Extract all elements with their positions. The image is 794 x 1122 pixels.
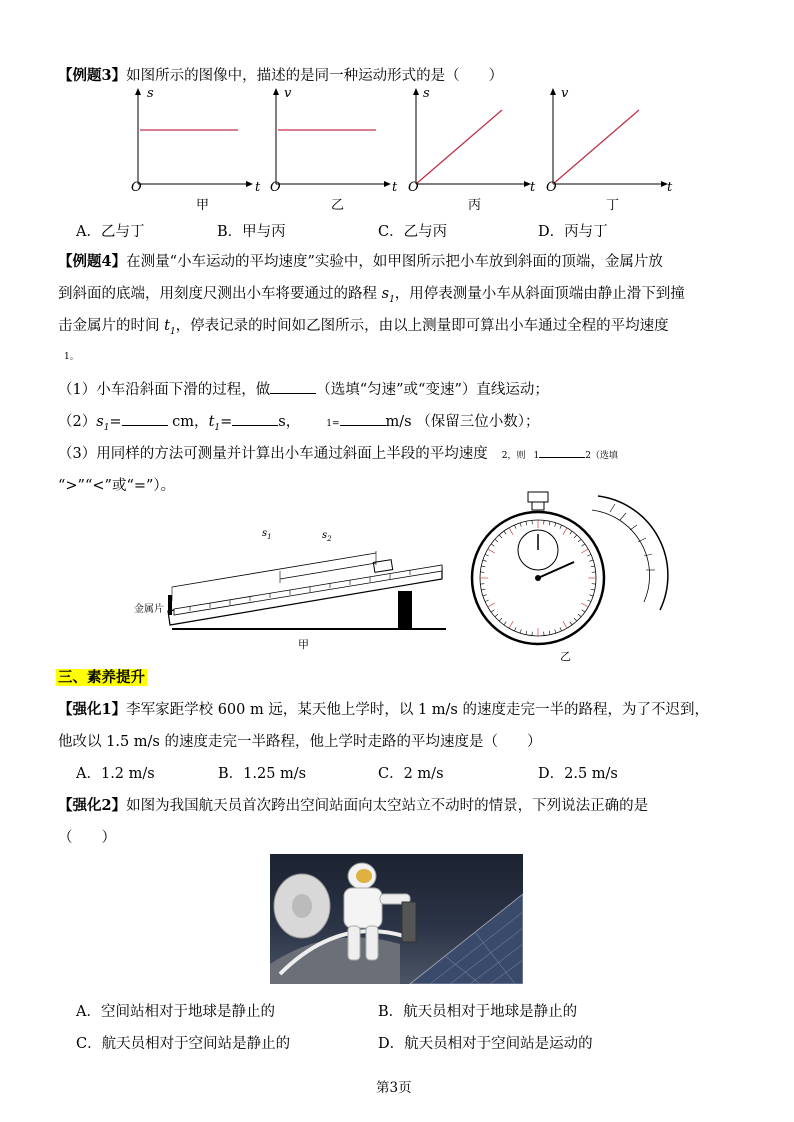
ex4-q3: （3）用同样的方法可测量并计算出小车通过斜面上半段的平均速度 2，则 1 2（选填 <box>58 442 618 463</box>
q2-option-a[interactable]: A．空间站相对于地球是静止的 <box>76 1004 275 1020</box>
fig-s1-label: $s_1$ <box>262 528 272 541</box>
graph-bing-line <box>416 110 502 184</box>
ex4-q1-blank[interactable] <box>270 379 316 394</box>
ex4-line1: 【例题4】在测量“小车运动的平均速度”实验中，如甲图所示把小车放到斜面的顶端，金属片放 <box>58 253 663 270</box>
graph-bing-caption: 丙 <box>468 198 482 213</box>
graph-yi-origin: O <box>270 180 281 195</box>
q2-option-b[interactable]: B．航天员相对于地球是静止的 <box>378 1004 578 1020</box>
astronaut-photo <box>270 854 523 984</box>
q2-option-c[interactable]: C．航天员相对于空间站是静止的 <box>76 1036 291 1052</box>
ex4-q2-s1-blank[interactable] <box>122 411 168 426</box>
graph-jia-ylabel: s <box>147 86 154 101</box>
ex4-line3: 击金属片的时间 $t_1$，停表记录的时间如乙图所示，由以上测量即可算出小车通过全程的平均速度 <box>58 318 669 337</box>
graph-ding-origin: O <box>546 180 557 195</box>
ex3-option-b[interactable]: B．甲与丙 <box>217 224 286 240</box>
graph-jia-origin: O <box>131 180 142 195</box>
ex4-q2-v1-blank[interactable] <box>340 411 386 426</box>
graph-ding-line <box>553 110 639 184</box>
ex3-tag: 【例题3】 <box>58 67 127 84</box>
graph-jia-xlabel: t <box>255 180 261 195</box>
graph-ding-xlabel: t <box>667 180 673 195</box>
fig-jia-caption: 甲 <box>298 638 309 651</box>
ex3-question: 【例题3】如图所示的图像中，描述的是同一种运动形式的是（ ） <box>58 67 504 84</box>
graph-bing-ylabel: s <box>423 86 430 101</box>
graph-bing <box>398 86 538 196</box>
ex4-q3-blank[interactable] <box>539 443 585 458</box>
ex4-line2: 到斜面的底端，用刻度尺测出小车将要通过的路程 $s_1$，用停表测量小车从斜面顶端由静止滑下到撞 <box>58 286 685 305</box>
stopwatch-figure <box>470 490 670 660</box>
q2-line2: （ ） <box>58 830 116 846</box>
fig-metal-label: 金属片 <box>134 604 164 615</box>
ex4-tag: 【例题4】 <box>58 253 127 270</box>
page-number: 第3页 <box>376 1080 412 1096</box>
ex4-line4: 1。 <box>64 352 79 362</box>
q1-line1: 【强化1】李军家距学校 600 m 远，某天他上学时，以 1 m/s 的速度走完一半的路程，为了不迟到， <box>58 701 709 718</box>
q1-tag: 【强化1】 <box>58 701 127 718</box>
graph-bing-xlabel: t <box>530 180 536 195</box>
ex4-q3-line2: “>”“<”或“=”）。 <box>58 478 176 494</box>
fig-yi-caption: 乙 <box>560 650 571 663</box>
ex4-q1: （1）小车沿斜面下滑的过程，做 （选填“匀速”或“变速”）直线运动； <box>58 378 549 399</box>
graph-bing-origin: O <box>408 180 419 195</box>
ex3-option-c[interactable]: C．乙与丙 <box>378 224 448 240</box>
q1-option-c[interactable]: C．2 m/s <box>378 766 444 782</box>
graph-yi-caption: 乙 <box>331 198 345 213</box>
metal-piece <box>168 595 172 615</box>
q1-line2: 他改以 1.5 m/s 的速度走完一半路程，他上学时走路的平均速度是（ ） <box>58 734 542 750</box>
ex3-option-a[interactable]: A．乙与丁 <box>76 224 145 240</box>
graph-ding-caption: 丁 <box>606 198 620 213</box>
incline-figure <box>130 505 450 645</box>
q1-option-b[interactable]: B．1.25 m/s <box>218 766 307 782</box>
q1-option-d[interactable]: D．2.5 m/s <box>538 766 618 782</box>
section3-title: 三、素养提升 <box>58 669 145 686</box>
ex4-q2-t1-blank[interactable] <box>232 411 278 426</box>
ex4-q2: $(2)s_1=$ cm，$t_1= s$， 1= m/s （保留三位小数）； <box>58 410 539 433</box>
graph-ding-ylabel: v <box>561 86 569 101</box>
fig-s2-label: $s_2$ <box>322 530 332 543</box>
graph-yi-ylabel: v <box>284 86 292 101</box>
q2-line1: 【强化2】如图为我国航天员首次跨出空间站面向太空站立不动时的情景，下列说法正确的是 <box>58 797 649 814</box>
graph-yi-xlabel: t <box>392 180 398 195</box>
ex3-option-d[interactable]: D．丙与丁 <box>538 224 608 240</box>
q1-option-a[interactable]: A．1.2 m/s <box>76 766 155 782</box>
q2-tag: 【强化2】 <box>58 797 127 814</box>
graph-jia-caption: 甲 <box>196 198 210 213</box>
q2-option-d[interactable]: D．航天员相对于空间站是运动的 <box>378 1036 593 1052</box>
